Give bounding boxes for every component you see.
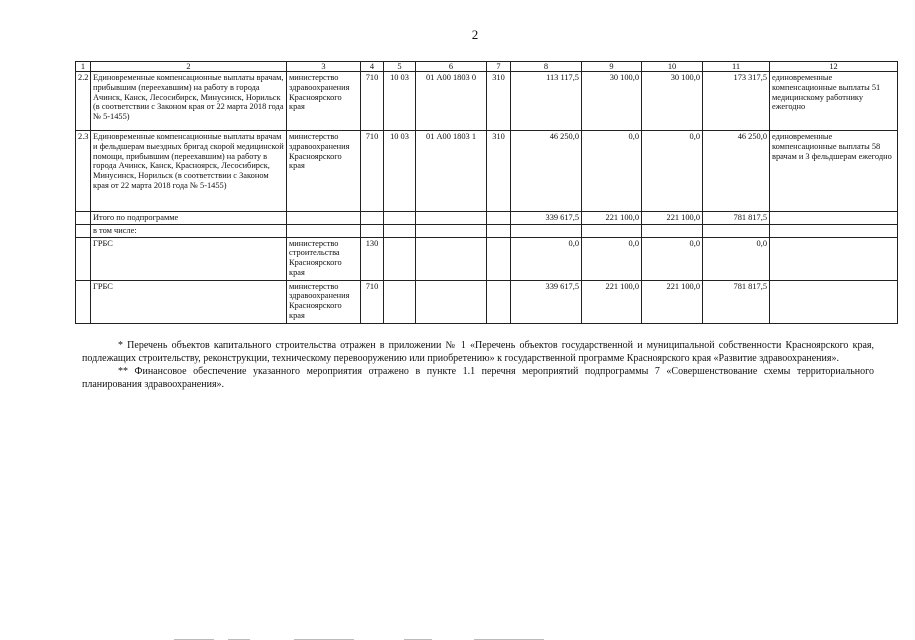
expected-result (770, 280, 898, 323)
amount-col-8: 339 617,5 (511, 212, 582, 225)
amount-col-9: 221 100,0 (582, 280, 642, 323)
amount-total: 781 817,5 (703, 212, 770, 225)
column-header: 11 (703, 62, 770, 72)
expense-type-code (487, 212, 511, 225)
row-number: 2.3 (76, 131, 91, 212)
expected-result: единовременные компенсационные выплаты 58 врачам и 3 фельдшерам ежегодно (770, 131, 898, 212)
column-header: 12 (770, 62, 898, 72)
activity-name: в том числе: (91, 224, 287, 237)
expense-type-code: 310 (487, 72, 511, 131)
column-header: 7 (487, 62, 511, 72)
section-code (384, 280, 416, 323)
expense-type-code: 310 (487, 131, 511, 212)
grbs-code: 710 (361, 131, 384, 212)
section-code: 10 03 (384, 72, 416, 131)
amount-col-8: 46 250,0 (511, 131, 582, 212)
row-number (76, 212, 91, 225)
target-article-code (416, 212, 487, 225)
amount-total: 46 250,0 (703, 131, 770, 212)
table-row-grbs (76, 237, 898, 280)
amount-col-8: 113 117,5 (511, 72, 582, 131)
amount-col-10: 221 100,0 (642, 212, 703, 225)
activity-name: ГРБС (91, 280, 287, 323)
grbs-name: министерство строительства Красноярского края (287, 237, 361, 280)
expected-result (770, 237, 898, 280)
amount-total: 173 317,5 (703, 72, 770, 131)
amount-total (703, 224, 770, 237)
target-article-code (416, 237, 487, 280)
grbs-code (361, 212, 384, 225)
grbs-name: министерство здравоохранения Красноярского края (287, 72, 361, 131)
grbs-code: 710 (361, 72, 384, 131)
column-header: 8 (511, 62, 582, 72)
page-number: 2 (471, 27, 479, 42)
row-number (76, 224, 91, 237)
column-header: 3 (287, 62, 361, 72)
expense-type-code (487, 280, 511, 323)
grbs-name: министерство здравоохранения Красноярского края (287, 280, 361, 323)
section-code: 10 03 (384, 131, 416, 212)
table-row (76, 72, 898, 131)
expense-type-code (487, 224, 511, 237)
activity-name: ГРБС (91, 237, 287, 280)
table-row (76, 131, 898, 212)
target-article-code: 01 А00 1803 0 (416, 72, 487, 131)
activity-name: Единовременные компенсационные выплаты врачам, прибывшим (переехавшим) на работу в города Ачинск, Канск, Лесосибирск, Минусинск, Норильск (в соответствии с Законом края от 22 марта 2018 года № 5-1455) (91, 72, 287, 131)
column-header: 2 (91, 62, 287, 72)
amount-col-10: 0,0 (642, 131, 703, 212)
expected-result (770, 224, 898, 237)
footnote-2: ** Финансовое обеспечение указанного мероприятия отражено в пункте 1.1 перечня мероприятий подпрограммы 7 «Совершенствование схемы территориального планирования здравоохранения». (82, 366, 874, 390)
amount-col-8: 0,0 (511, 237, 582, 280)
column-header: 10 (642, 62, 703, 72)
budget-table (75, 61, 898, 324)
table-row-grbs (76, 280, 898, 323)
amount-col-9: 0,0 (582, 131, 642, 212)
amount-col-9: 0,0 (582, 237, 642, 280)
amount-col-10: 0,0 (642, 237, 703, 280)
footnotes (82, 339, 874, 391)
section-code (384, 212, 416, 225)
target-article-code (416, 280, 487, 323)
column-header: 5 (384, 62, 416, 72)
row-number (76, 237, 91, 280)
column-header: 1 (76, 62, 91, 72)
expense-type-code (487, 237, 511, 280)
row-number: 2.2 (76, 72, 91, 131)
amount-col-10: 30 100,0 (642, 72, 703, 131)
grbs-code: 130 (361, 237, 384, 280)
amount-col-9 (582, 224, 642, 237)
section-code (384, 224, 416, 237)
table-row (76, 224, 898, 237)
grbs-code (361, 224, 384, 237)
amount-total: 781 817,5 (703, 280, 770, 323)
footnote-1: * Перечень объектов капитального строительства отражен в приложении № 1 «Перечень объектов государственной и муниципальной собственности Красноярского края, подлежащих строительству, реконструкции, техническому перевооружению или приобретению» к государственной программе Красноярского края «Развитие здравоохранения». (82, 340, 874, 364)
row-number (76, 280, 91, 323)
expected-result (770, 212, 898, 225)
amount-total: 0,0 (703, 237, 770, 280)
grbs-name (287, 224, 361, 237)
grbs-name (287, 212, 361, 225)
grbs-name: министерство здравоохранения Красноярского края (287, 131, 361, 212)
amount-col-9: 221 100,0 (582, 212, 642, 225)
expected-result: единовременные компенсационные выплаты 51 медицинскому работнику ежегодно (770, 72, 898, 131)
amount-col-8 (511, 224, 582, 237)
activity-name: Единовременные компенсационные выплаты врачам и фельдшерам выездных бригад скорой медицинской помощи, прибывшим (переехавшим) на работу в города Ачинск, Канск, Красноярск, Лесосибирск, Минусинск, Норильск (в соответствии с Законом края от 22 марта 2018 года № 5-1455) (91, 131, 287, 212)
amount-col-10: 221 100,0 (642, 280, 703, 323)
amount-col-9: 30 100,0 (582, 72, 642, 131)
activity-name: Итого по подпрограмме (91, 212, 287, 225)
target-article-code: 01 А00 1803 1 (416, 131, 487, 212)
table-header-row (76, 62, 898, 72)
table-row-subtotal (76, 212, 898, 225)
amount-col-8: 339 617,5 (511, 280, 582, 323)
grbs-code: 710 (361, 280, 384, 323)
column-header: 9 (582, 62, 642, 72)
column-header: 4 (361, 62, 384, 72)
amount-col-10 (642, 224, 703, 237)
target-article-code (416, 224, 487, 237)
section-code (384, 237, 416, 280)
column-header: 6 (416, 62, 487, 72)
